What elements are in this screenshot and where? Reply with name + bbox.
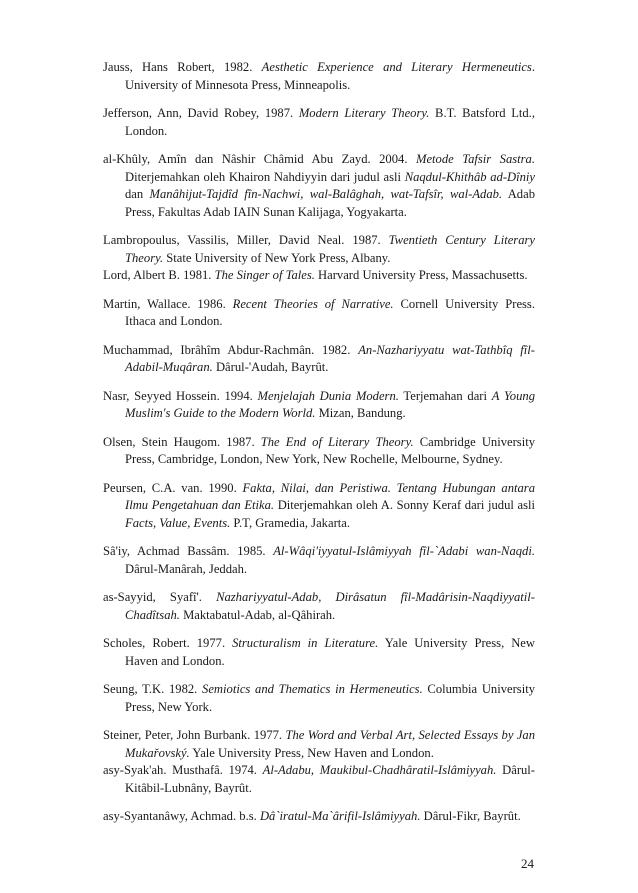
reference-text: B.T. Batsford Ltd., London.	[125, 106, 535, 138]
reference-text: P.T, Gramedia, Jakarta.	[230, 515, 350, 530]
reference-text: Cambridge University Press, Cambridge, London, New York, New Rochelle, Melbourne, Sydney.	[125, 434, 535, 466]
reference-text: Diterjemahkan oleh A. Sonny Keraf dari judul asli	[274, 498, 535, 512]
reference-text: Jauss, Hans Robert, 1982.	[103, 60, 262, 74]
reference-text: Steiner, Peter, John Burbank. 1977.	[103, 728, 286, 742]
reference-entry	[103, 267, 535, 285]
bibliography-list	[103, 59, 535, 826]
reference-entry	[103, 681, 535, 716]
reference-text: Sâ'iy, Achmad Bassâm. 1985.	[103, 544, 274, 558]
reference-title: The Singer of Tales.	[214, 268, 315, 282]
reference-entry	[103, 232, 535, 267]
reference-text: Seung, T.K. 1982.	[103, 682, 203, 696]
reference-entry	[103, 808, 535, 826]
reference-text: Peursen, C.A. van. 1990.	[103, 480, 243, 495]
reference-text: asy-Syak'ah. Musthafâ. 1974.	[103, 763, 263, 777]
reference-title: Metode Tafsir Sastra.	[415, 152, 535, 166]
reference-title: Fakta, Nilai, dan Peristiwa. Tentang Hubungan antara Ilmu Pengetahuan dan Etika.	[125, 480, 535, 512]
reference-text: as-Sayyid, Syafî'.	[103, 590, 217, 604]
reference-title: Al-Wâqi'iyyatul-Islâmiyyah fîl-`Adabi wan-Naqdi.	[273, 544, 535, 558]
reference-text: Terjemahan dari	[398, 388, 492, 403]
reference-text: Cornell University Press. Ithaca and London.	[125, 296, 535, 328]
reference-text: Jefferson, Ann, David Robey, 1987.	[103, 106, 299, 120]
reference-title: Modern Literary Theory.	[298, 106, 430, 120]
reference-text: Scholes, Robert. 1977.	[103, 636, 233, 650]
reference-title: Recent Theories of Narrative.	[232, 296, 394, 311]
reference-title: Al-Adabu, Maukibul-Chadhâratil-Islâmiyyah.	[262, 763, 497, 777]
reference-entry	[103, 151, 535, 221]
reference-text: Yale University Press, New Haven and London.	[125, 636, 535, 668]
reference-text: State University of New York Press, Albany.	[163, 250, 391, 265]
reference-title: An-Nazhariyyatu wat-Tathbîq fîl-Adabil-Muqâran.	[125, 342, 535, 374]
reference-entry	[103, 105, 535, 140]
reference-entry	[103, 342, 535, 377]
reference-entry	[103, 434, 535, 469]
reference-text: . University of Minnesota Press, Minneapolis.	[125, 60, 535, 92]
reference-text: Harvard University Press, Massachusetts.	[314, 268, 528, 282]
reference-text: Diterjemahkan oleh Khairon Nahdiyyin dari judul asli	[125, 169, 405, 184]
reference-title: Aesthetic Experience and Literary Hermeneutics	[261, 60, 532, 74]
reference-text: Columbia University Press, New York.	[125, 682, 535, 714]
reference-entry	[103, 480, 535, 533]
reference-title: Structuralism in Literature.	[232, 636, 379, 650]
reference-text: Adab Press, Fakultas Adab IAIN Sunan Kalijaga, Yogyakarta.	[125, 187, 535, 219]
reference-entry	[103, 635, 535, 670]
reference-entry	[103, 589, 535, 624]
reference-title: Manâhijut-Tajdîd fîn-Nachwi, wal-Balâghah, wat-Tafsîr, wal-Adab.	[149, 187, 503, 201]
reference-text: Dârul-Manârah, Jeddah.	[125, 561, 248, 576]
reference-title: Menjelajah Dunia Modern.	[257, 388, 399, 403]
reference-title: A Young Muslim's Guide to the Modern World.	[125, 388, 535, 420]
reference-text: Nasr, Seyyed Hossein. 1994.	[103, 388, 258, 403]
reference-entry	[103, 727, 535, 762]
reference-text: Yale University Press, New Haven and London.	[189, 745, 434, 760]
reference-text: Lambropoulus, Vassilis, Miller, David Neal. 1987.	[103, 233, 389, 247]
reference-text: Muchammad, Ibrâhîm Abdur-Rachmân. 1982.	[103, 342, 359, 357]
page-number: 24	[521, 856, 534, 871]
reference-text: Dârul-Kitâbil-Lubnâny, Bayrût.	[125, 763, 535, 795]
reference-entry	[103, 59, 535, 94]
reference-text: al-Khûly, Amîn dan Nâshir Châmid Abu Zayd. 2004.	[103, 152, 416, 166]
reference-entry	[103, 762, 535, 797]
reference-title: The End of Literary Theory.	[260, 434, 414, 449]
reference-title: The Word and Verbal Art, Selected Essays by Jan Mukařovský.	[125, 728, 536, 760]
reference-entry	[103, 543, 535, 578]
reference-title: Naqdul-Khithâb ad-Dîniy	[404, 169, 536, 184]
reference-title: Nazhariyyatul-Adab, Dirâsatun fîl-Madârisin-Naqdiyyatil-Chadîtsah.	[125, 590, 535, 622]
reference-title: Facts, Value, Events.	[125, 515, 231, 530]
reference-entry	[103, 388, 535, 423]
reference-text: Dârul-Fikr, Bayrût.	[420, 809, 521, 823]
reference-text: Maktabatul-Adab, al-Qâhirah.	[179, 607, 336, 622]
reference-text: Olsen, Stein Haugom. 1987.	[103, 434, 261, 449]
reference-title: Dâ`iratul-Ma`ârifil-Islâmiyyah.	[259, 809, 421, 823]
reference-text: Dârul-'Audah, Bayrût.	[212, 360, 329, 374]
reference-entry	[103, 296, 535, 331]
reference-text: Mizan, Bandung.	[315, 406, 406, 420]
reference-text: Lord, Albert B. 1981.	[103, 268, 215, 282]
reference-text: Martin, Wallace. 1986.	[103, 296, 233, 311]
reference-text: dan	[125, 187, 150, 201]
reference-title: Twentieth Century Literary Theory.	[125, 233, 535, 265]
reference-title: Semiotics and Thematics in Hermeneutics.	[202, 682, 423, 696]
reference-text: asy-Syantanâwy, Achmad. b.s.	[103, 809, 260, 823]
